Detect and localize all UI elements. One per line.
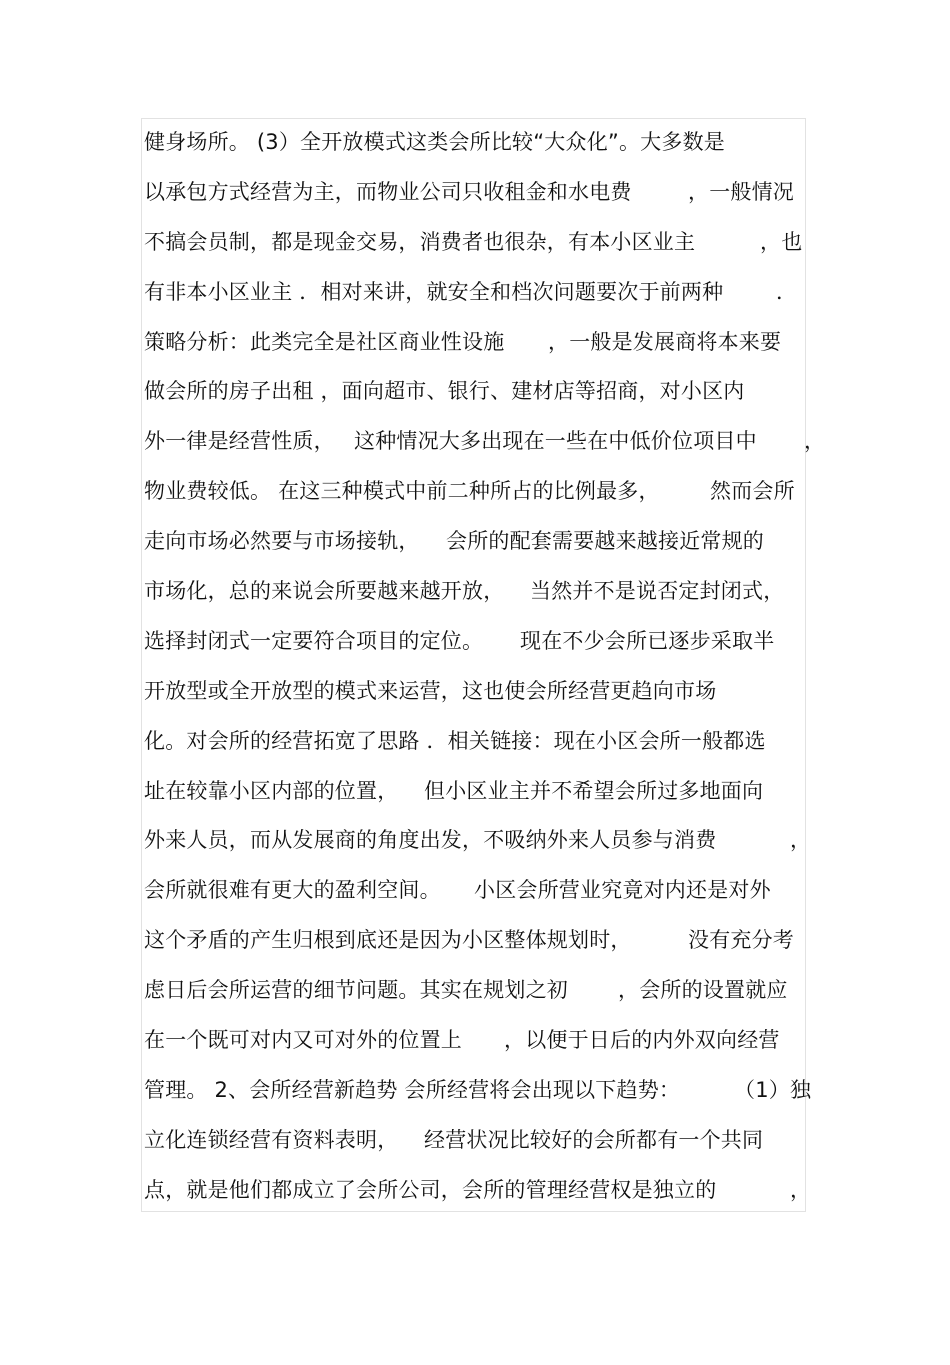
text-line — [144, 367, 824, 417]
text-line — [144, 517, 824, 567]
text-segment: ． — [776, 279, 798, 304]
text-line — [144, 417, 824, 467]
text-line — [144, 1166, 824, 1216]
text-segment: ，以便于日后的内外双向经营 — [504, 1028, 780, 1053]
text-segment: 这个矛盾的产生归根到底还是因为小区整体规划时， — [144, 928, 632, 953]
text-line — [144, 717, 824, 767]
text-segment: 走向市场必然要与市场接轨， — [144, 529, 420, 554]
text-segment: ，一般情况 — [688, 179, 794, 204]
text-segment: ， — [790, 1177, 812, 1202]
text-line — [144, 767, 824, 817]
text-line — [144, 617, 824, 667]
text-segment: ，会所的设置就应 — [618, 978, 788, 1003]
text-segment: 现在不少会所已逐步采取半 — [520, 628, 775, 653]
text-line — [144, 467, 824, 517]
text-segment: ， — [790, 828, 812, 853]
text-line — [144, 318, 824, 368]
document-body — [144, 118, 824, 1216]
text-segment: 会所就很难有更大的盈利空间。 — [144, 878, 441, 903]
text-segment: 小区会所营业究竟对内还是对外 — [474, 878, 771, 903]
text-segment: 在一个既可对内又可对外的位置上 — [144, 1028, 462, 1053]
text-segment: （1）独 — [734, 1077, 812, 1102]
text-segment: 不搞会员制，都是现金交易，消费者也很杂，有本小区业主 — [144, 229, 696, 254]
text-segment: 但小区业主并不希望会所过多地面向 — [424, 778, 764, 803]
text-segment: 当然并不是说否定封闭式， — [530, 579, 785, 604]
text-segment: 外一律是经营性质， — [144, 429, 335, 454]
text-line — [144, 667, 824, 717]
text-segment: 外来人员，而从发展商的角度出发，不吸纳外来人员参与消费 — [144, 828, 717, 853]
text-segment: 做会所的房子出租 ，面向超市、银行、建材店等招商，对小区内 — [144, 379, 745, 404]
text-segment: 管理。 2、会所经营新趋势 会所经营将会出现以下趋势： — [144, 1077, 681, 1102]
text-segment: ， — [804, 429, 826, 454]
text-segment: 开放型或全开放型的模式来运营，这也使会所经营更趋向市场 — [144, 678, 717, 703]
text-segment: ，也 — [760, 229, 803, 254]
text-segment: ，一般是发展商将本来要 — [548, 329, 782, 354]
text-line — [144, 1066, 824, 1116]
text-line — [144, 118, 824, 168]
text-segment: 会所的配套需要越来越接近常规的 — [446, 529, 764, 554]
text-segment: 以承包方式经营为主，而物业公司只收租金和水电费 — [144, 179, 632, 204]
text-segment: 址在较靠小区内部的位置， — [144, 778, 399, 803]
text-segment: 健身场所。 (3）全开放模式这类会所比较“大众化”。大多数是 — [144, 130, 725, 154]
text-line — [144, 218, 824, 268]
text-segment: 策略分析：此类完全是社区商业性设施 — [144, 329, 505, 354]
text-line — [144, 268, 824, 318]
text-segment: 物业费较低。 在这三种模式中前二种所占的比例最多， — [144, 479, 660, 504]
text-segment: 有非本小区业主 ．相对来讲，就安全和档次问题要次于前两种 — [144, 279, 724, 304]
text-segment: 选择封闭式一定要符合项目的定位。 — [144, 628, 484, 653]
text-line — [144, 866, 824, 916]
text-line — [144, 567, 824, 617]
text-segment: 经营状况比较好的会所都有一个共同 — [424, 1127, 764, 1152]
text-line — [144, 168, 824, 218]
text-segment: 虑日后会所运营的细节问题。其实在规划之初 — [144, 978, 568, 1003]
text-line — [144, 1016, 824, 1066]
text-segment: 没有充分考 — [688, 928, 794, 953]
text-line — [144, 916, 824, 966]
text-segment: 然而会所 — [710, 479, 795, 504]
text-segment: 化。对会所的经营拓宽了思路 ．相关链接：现在小区会所一般都选 — [144, 728, 766, 753]
text-line — [144, 816, 824, 866]
text-segment: 这种情况大多出现在一些在中低价位项目中 — [354, 429, 757, 454]
text-line — [144, 1116, 824, 1166]
text-segment: 市场化，总的来说会所要越来越开放， — [144, 579, 505, 604]
text-line — [144, 966, 824, 1016]
text-segment: 点，就是他们都成立了会所公司，会所的管理经营权是独立的 — [144, 1177, 717, 1202]
text-segment: 立化连锁经营有资料表明， — [144, 1127, 399, 1152]
